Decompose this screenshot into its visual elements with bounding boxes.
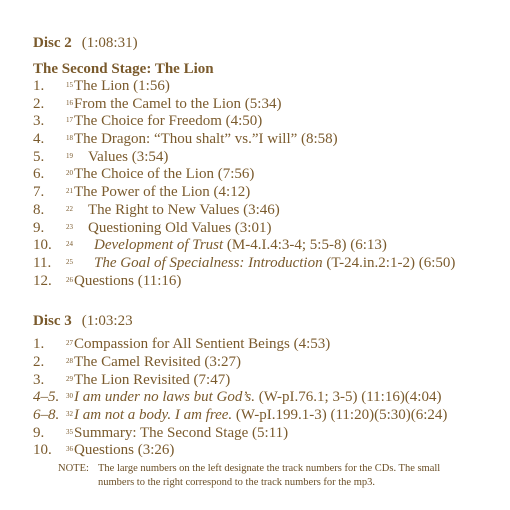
track-row (33, 184, 493, 202)
track-body (66, 354, 241, 372)
track-number: 10. (33, 442, 52, 459)
track-row (33, 78, 493, 96)
track-title-italic: I am not a body. I am free. (74, 407, 233, 423)
track-number: 2. (33, 95, 45, 112)
track-number: 12. (33, 272, 52, 289)
track-title: The Power of the Lion (4:12) (74, 184, 251, 201)
track-title: The Lion (1:56) (74, 78, 170, 94)
track-title: Questions (3:26) (74, 442, 175, 459)
track-number: 1. (33, 78, 45, 94)
track-title: Values (3:54) (88, 148, 169, 165)
track-number: 4–5. (33, 389, 60, 406)
track-reference: (W-pI.199.1-3) (11:20)(5:30)(6:24) (232, 407, 448, 423)
track-row (33, 96, 493, 114)
track-body (66, 220, 271, 238)
mp3-track-number: 15 (66, 81, 73, 89)
track-title: Questions (11:16) (74, 272, 182, 289)
mp3-track-number: 20 (66, 169, 73, 178)
track-row (33, 255, 493, 273)
track-row (33, 166, 493, 184)
track-body (66, 78, 170, 96)
disc2-header (33, 34, 493, 52)
track-body (66, 237, 387, 255)
mp3-track-number: 18 (66, 134, 73, 143)
track-body (66, 425, 288, 443)
note-text: The large numbers on the left designate the track numbers for the CDs. The small numbers to the right correspond to the track numbers for the mp3. (98, 463, 441, 488)
disc3-duration: (1:03:23 (81, 313, 133, 330)
track-title: The Choice of the Lion (7:56) (74, 166, 255, 183)
mp3-track-number: 35 (66, 427, 73, 436)
track-title: The Dragon: “Thou shalt” vs.”I will” (8:58) (74, 131, 338, 148)
mp3-track-number: 24 (66, 240, 73, 249)
track-number: 3. (33, 371, 45, 388)
track-title: Compassion for All Sentient Beings (4:53) (74, 336, 331, 353)
mp3-track-number: 27 (66, 339, 73, 348)
section-title: The Second Stage: The Lion (33, 61, 214, 77)
track-body (66, 96, 281, 114)
track-body (66, 255, 455, 273)
track-number: 11. (33, 254, 52, 271)
track-body (66, 131, 338, 149)
track-body (66, 166, 254, 184)
track-number: 2. (33, 353, 45, 370)
track-reference: (W-pI.76.1; 3-5) (11:16)(4:04) (254, 389, 442, 406)
track-number: 9. (33, 424, 45, 441)
track-row (33, 372, 493, 390)
track-row (33, 442, 493, 460)
disc3-header (33, 312, 493, 330)
disc2-duration: (1:08:31) (81, 35, 138, 51)
disc3-track-list (33, 336, 493, 460)
track-body (66, 149, 168, 167)
mp3-track-number: 32 (66, 410, 73, 418)
track-row (33, 336, 493, 354)
mp3-track-number: 22 (66, 204, 73, 213)
track-body (66, 442, 174, 460)
track-row (33, 389, 493, 407)
mp3-track-number: 21 (66, 187, 73, 196)
mp3-track-number: 30 (66, 392, 73, 401)
track-body (66, 389, 441, 407)
mp3-track-number: 28 (66, 356, 73, 365)
track-listing (33, 34, 493, 460)
track-body (66, 273, 181, 291)
track-number: 10. (33, 237, 52, 254)
track-body (66, 372, 230, 390)
track-row (33, 202, 493, 220)
track-title-italic: Development of Trust (94, 237, 224, 254)
note-label: NOTE: (58, 463, 89, 474)
mp3-track-number: 19 (66, 151, 73, 160)
track-title: The Right to New Values (3:46) (88, 201, 280, 218)
track-number: 9. (33, 219, 45, 236)
track-row (33, 354, 493, 372)
track-body (66, 113, 262, 131)
disc3-label: Disc 3 (33, 313, 72, 330)
track-row (33, 131, 493, 149)
track-title: Summary: The Second Stage (5:11) (74, 424, 289, 441)
track-number: 6–8. (33, 407, 60, 423)
track-reference: (M-4.I.4:3-4; 5:5-8) (6:13) (223, 237, 387, 254)
track-title: The Choice for Freedom (4:50) (74, 113, 263, 130)
track-body (66, 336, 330, 354)
track-number: 6. (33, 166, 45, 183)
track-number: 4. (33, 131, 45, 148)
track-number: 8. (33, 201, 45, 218)
mp3-track-number: 17 (66, 116, 73, 125)
track-row (33, 113, 493, 131)
track-title: Questioning Old Values (3:01) (88, 219, 272, 236)
track-number: 7. (33, 184, 45, 201)
track-body (66, 407, 447, 425)
track-title-italic: The Goal of Specialness: Introduction (94, 254, 323, 271)
track-row (33, 407, 493, 425)
track-row (33, 425, 493, 443)
mp3-track-number: 29 (66, 374, 73, 383)
track-title: The Lion Revisited (7:47) (74, 371, 231, 388)
track-number: 1. (33, 336, 45, 353)
mp3-track-number: 26 (66, 275, 73, 284)
mp3-track-number: 36 (66, 445, 73, 454)
mp3-track-number: 16 (66, 98, 73, 107)
track-title-italic: I am under no laws but God’s. (74, 389, 255, 406)
track-row (33, 273, 493, 291)
track-number: 3. (33, 113, 45, 130)
track-body (66, 202, 280, 220)
track-title: From the Camel to the Lion (5:34) (74, 95, 282, 112)
disc2-label: Disc 2 (33, 35, 72, 51)
disc2-track-list (33, 78, 493, 290)
track-row (33, 237, 493, 255)
footnote (58, 462, 478, 489)
mp3-track-number: 23 (66, 222, 73, 231)
track-body (66, 184, 250, 202)
track-number: 5. (33, 148, 45, 165)
track-row (33, 220, 493, 238)
mp3-track-number: 25 (66, 257, 73, 266)
track-reference: (T-24.in.2:1-2) (6:50) (322, 254, 456, 271)
track-title: The Camel Revisited (3:27) (74, 353, 242, 370)
track-row (33, 149, 493, 167)
